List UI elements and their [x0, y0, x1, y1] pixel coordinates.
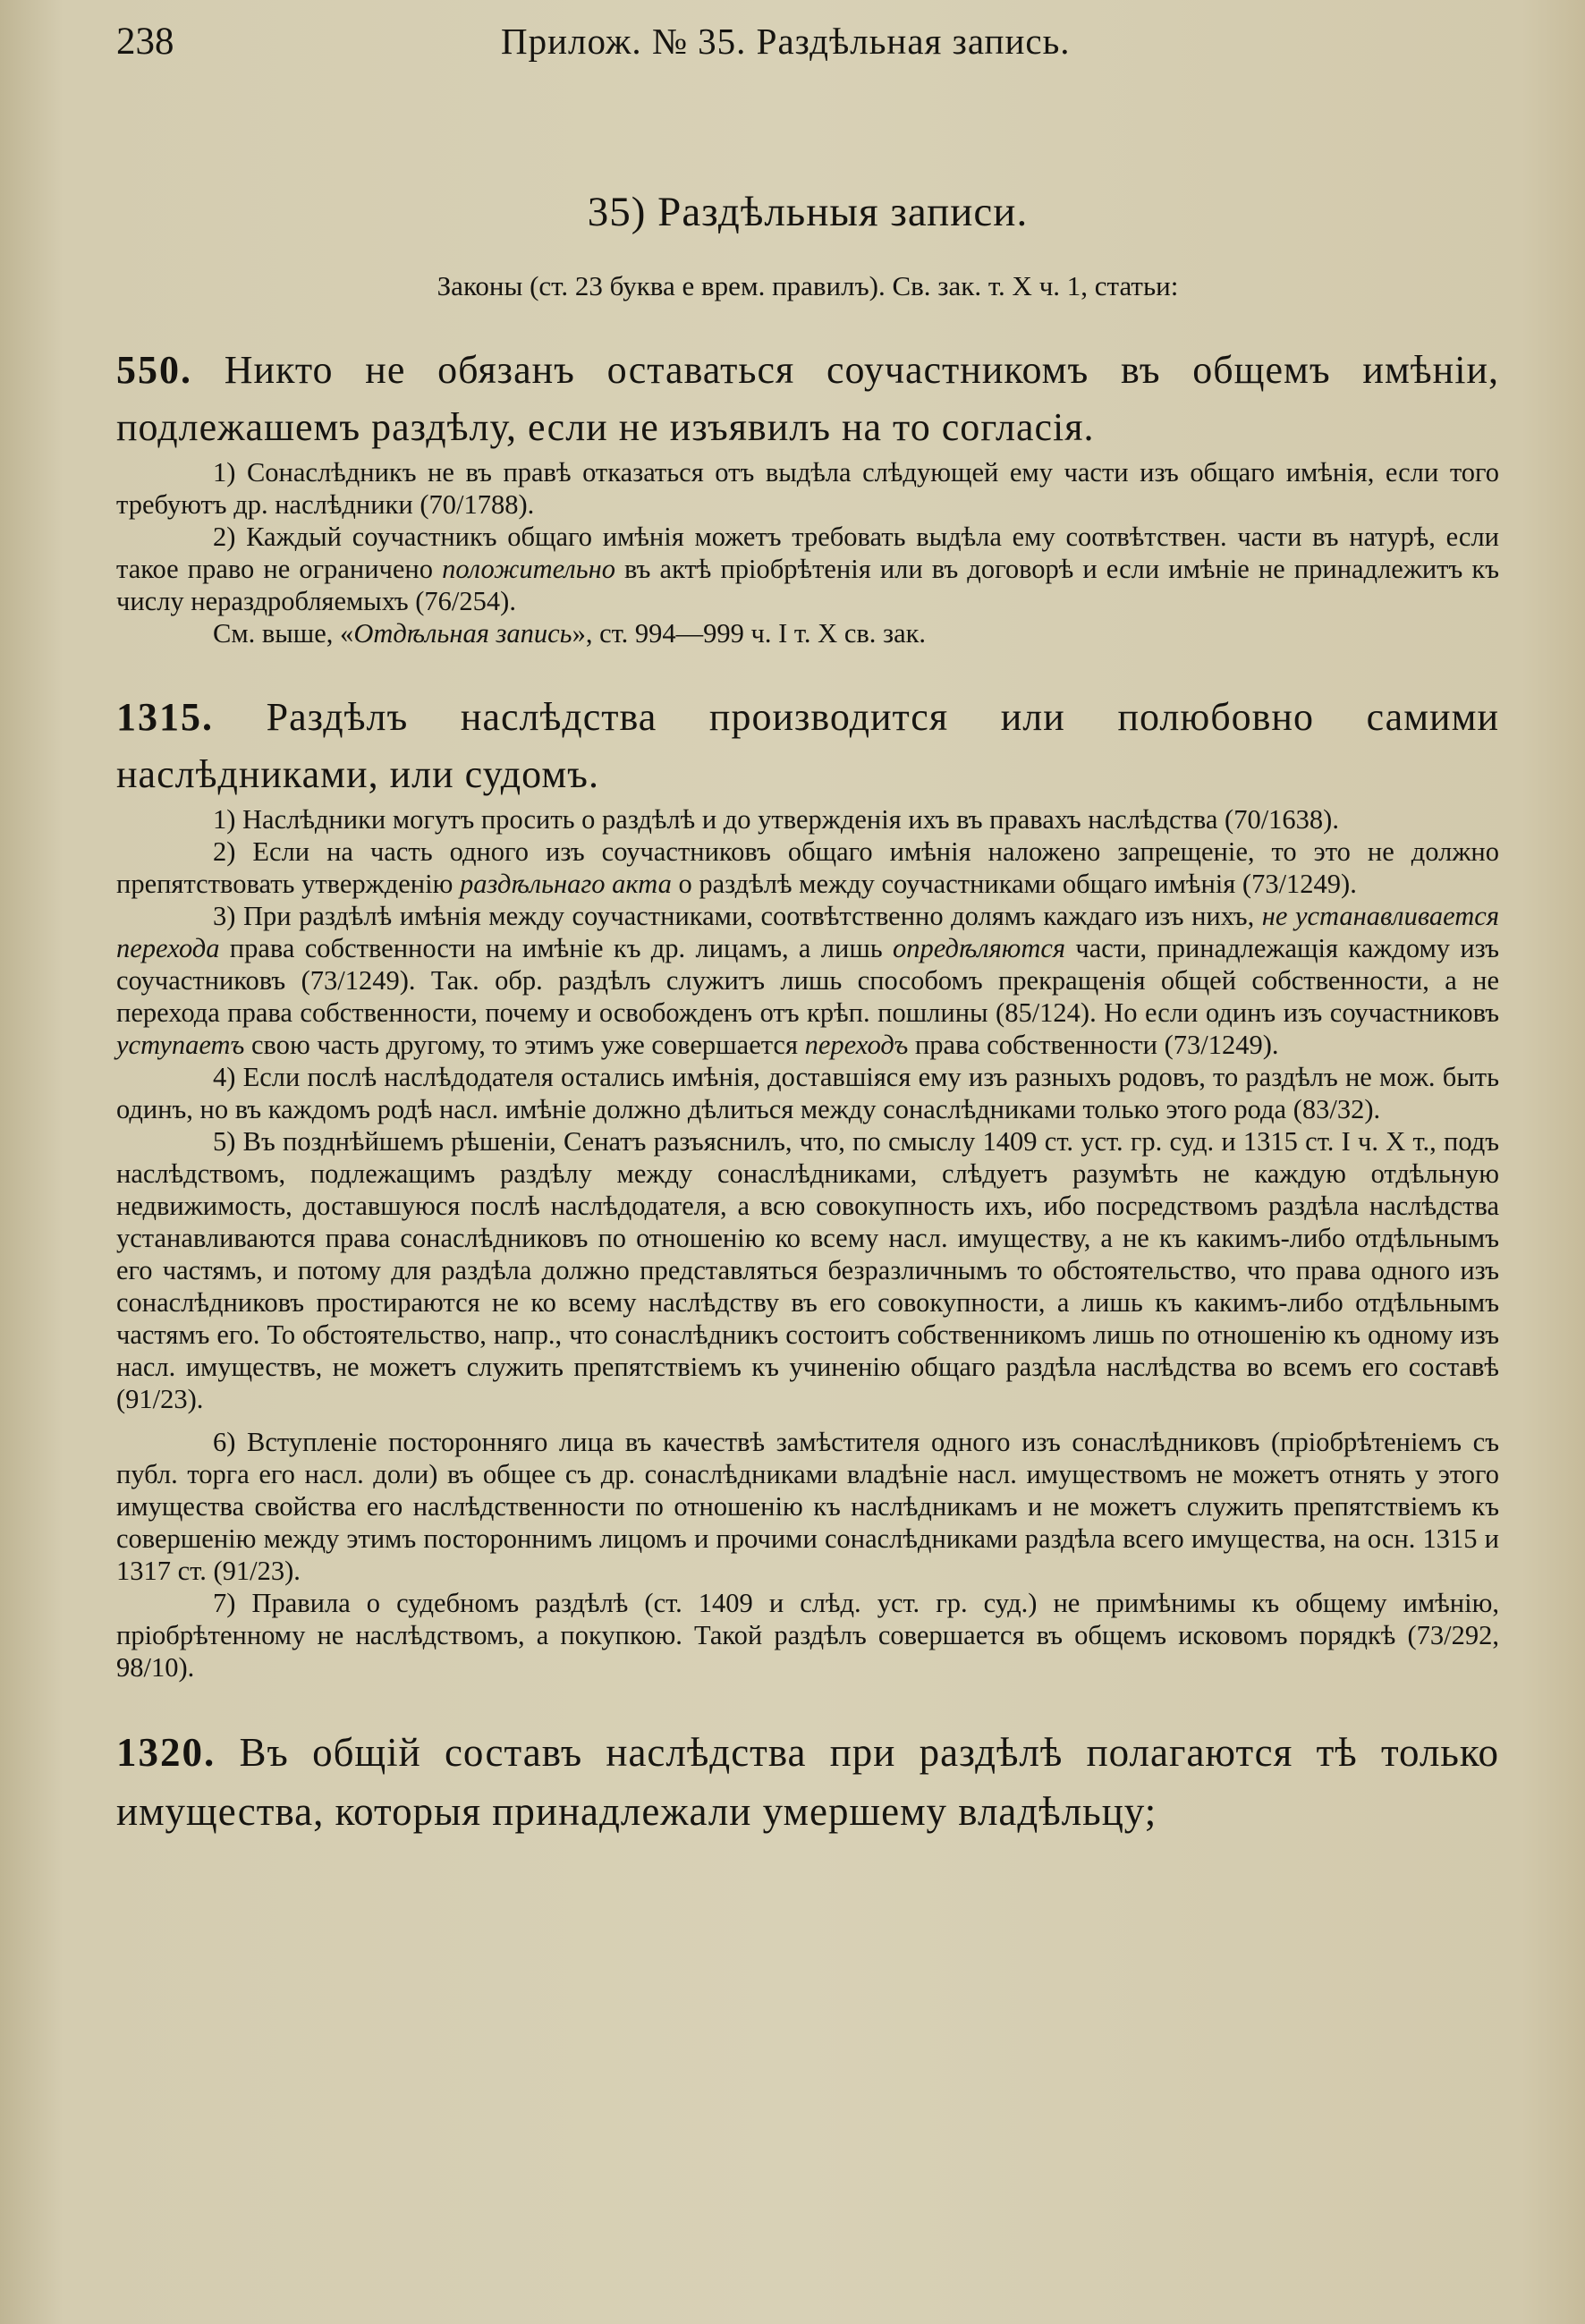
- note-text: 5) Въ позднѣйшемъ рѣшеніи, Сенатъ разъяснилъ, что, по смыслу 1409 ст. уст. гр. суд. и 1315 ст. I ч. X т., подъ наслѣдствомъ, подлежащимъ раздѣлу между сонаслѣдниками, слѣдуетъ разумѣть не каждую отдѣльную недвижимость, доставшуюся послѣ наслѣдодателя, а всю совокупность ихъ, ибо посредствомъ раздѣла наслѣдства устанавливаются права сонаслѣдниковъ по отношенію ко всему насл. имуществу, а не къ какимъ-либо отдѣльнымъ его частямъ, и потому для раздѣла должно представляться безразличнымъ то обстоятельство, что права одного изъ сонаслѣдниковъ простираются не ко всему наслѣдству въ его совокупности, а лишь къ какимъ-либо отдѣльнымъ частямъ его. То обстоятельство, напр., что сонаслѣдникъ состоитъ собственникомъ лишь по отношенію къ одному изъ насл. имуществъ, не можетъ служить препятствіемъ къ учиненію общаго раздѣла наслѣдства во всемъ его составѣ (91/23).: [116, 1126, 1499, 1414]
- note-text: 3) При раздѣлѣ имѣнія между соучастниками, соотвѣтственно долямъ каждаго изъ нихъ,: [213, 901, 1262, 931]
- note-text: », ст. 994—999 ч. I т. X св. зак.: [572, 618, 927, 649]
- commentary-note: [116, 900, 1499, 1061]
- article-heading: [116, 689, 1499, 803]
- note-text: 7) Правила о судебномъ раздѣлѣ (ст. 1409 и слѣд. уст. гр. суд.) не примѣнимы къ общему имѣнію, пріобрѣтенному не наслѣдствомъ, а покупкою. Такой раздѣлъ совершается въ общемъ исковомъ порядкѣ (73/292, 98/10).: [116, 1588, 1499, 1683]
- page-number: 238: [116, 21, 174, 63]
- note-text: части, принадлежащія каждому изъ соучастниковъ (73/1249). Так. обр. раздѣлъ служитъ лишь способомъ прекращенія общей собственности, а не перехода права собственности, почему и освобожденъ отъ крѣп. пошлины (85/124). Но если одинъ изъ соучастниковъ: [116, 933, 1499, 1028]
- commentary-note: [116, 456, 1499, 521]
- note-text: 2) Если на часть одного изъ соучастниковъ общаго имѣнія наложено запрещеніе, то это не должно препятствовать утвержденію: [116, 836, 1499, 899]
- source-line: Законы (ст. 23 буква е врем. правилъ). Св. зак. т. X ч. 1, статьи:: [437, 270, 1179, 301]
- commentary-note: [116, 521, 1499, 617]
- emphasis-text: Отдѣльная запись: [353, 618, 572, 649]
- article-1320: [116, 1723, 1499, 1841]
- article-number: 1315.: [116, 695, 214, 739]
- commentary-note: [116, 835, 1499, 900]
- note-text: 1) Наслѣдники могутъ просить о раздѣлѣ и до утвержденія ихъ въ правахъ наслѣдства (70/1638).: [213, 804, 1339, 835]
- article-1315: [116, 689, 1499, 1684]
- commentary-note: [116, 803, 1499, 835]
- note-text: свою часть другому, то этимъ уже совершается: [244, 1030, 805, 1060]
- commentary-note: [116, 1125, 1499, 1415]
- emphasis-text: опредѣляются: [893, 933, 1066, 963]
- articles: [116, 342, 1499, 1841]
- emphasis-text: переходъ: [804, 1030, 909, 1060]
- running-head: [116, 20, 1499, 82]
- commentary-note: [116, 617, 1499, 649]
- note-text: 2) Каждый соучастникъ общаго имѣнія можетъ требовать выдѣла ему соотвѣтствен. части въ натурѣ, если такое право не ограничено: [116, 522, 1499, 584]
- article-heading-text: Никто не обязанъ оставаться соучастникомъ въ общемъ имѣніи, подлежашемъ раздѣлу, если не изъявилъ на то согласія.: [116, 348, 1499, 449]
- note-text: права собственности (73/1249).: [908, 1030, 1279, 1060]
- note-text: въ актѣ пріобрѣтенія или въ договорѣ и если имѣніе не принадлежитъ къ числу нераздробляемыхъ (76/254).: [116, 554, 1499, 616]
- note-text: 4) Если послѣ наслѣдодателя остались имѣнія, доставшіяся ему изъ разныхъ родовъ, то раздѣлъ не мож. быть одинъ, но въ каждомъ родѣ насл. имѣніе должно дѣлиться между сонаслѣдниками только этого рода (83/32).: [116, 1062, 1499, 1124]
- commentary-note: [116, 1061, 1499, 1125]
- article-number: 1320.: [116, 1730, 216, 1775]
- emphasis-text: уступаетъ: [116, 1030, 245, 1060]
- commentary-note: [116, 1426, 1499, 1587]
- article-heading: [116, 342, 1499, 456]
- article-heading: [116, 1723, 1499, 1841]
- note-text: См. выше, «: [213, 618, 354, 649]
- note-text: 1) Сонаслѣдникъ не въ правѣ отказаться отъ выдѣла слѣдующей ему части изъ общаго имѣнія, если того требуютъ др. наслѣдники (70/1788).: [116, 457, 1499, 520]
- emphasis-text: не устанавливается перехода: [116, 901, 1500, 963]
- note-text: права собственности на имѣніе къ др. лицамъ, а лишь: [219, 933, 894, 963]
- commentary-note: [116, 1587, 1499, 1684]
- note-text: 6) Вступленіе посторонняго лица въ качествѣ замѣстителя одного изъ сонаслѣдниковъ (пріобрѣтеніемъ съ публ. торга его насл. доли) въ общее съ др. сонаслѣдниками владѣніе насл. имуществомъ не можетъ отнять у этого имущества свойства его наслѣдственности по отношенію къ наслѣдникамъ и не можетъ служить препятствіемъ къ совершенію между этимъ постороннимъ лицомъ и прочими сонаслѣдниками раздѣла всего имущества, на осн. 1315 и 1317 ст. (91/23).: [116, 1427, 1499, 1586]
- article-550: [116, 342, 1499, 649]
- section-title: 35) Раздѣльныя записи.: [587, 189, 1029, 235]
- note-text: о раздѣлѣ между соучастниками общаго имѣнія (73/1249).: [671, 869, 1357, 899]
- article-heading-text: Въ общій составъ наслѣдства при раздѣлѣ полагаются тѣ только имущества, которыя принадлежали умершему владѣльцу;: [116, 1730, 1499, 1834]
- running-title: Прилож. № 35. Раздѣльная запись.: [501, 21, 1071, 62]
- article-heading-text: Раздѣлъ наслѣдства производится или полюбовно самими наслѣдниками, или судомъ.: [116, 695, 1499, 796]
- emphasis-text: положительно: [442, 554, 615, 584]
- emphasis-text: раздѣльнаго акта: [460, 869, 672, 899]
- article-number: 550.: [116, 348, 192, 392]
